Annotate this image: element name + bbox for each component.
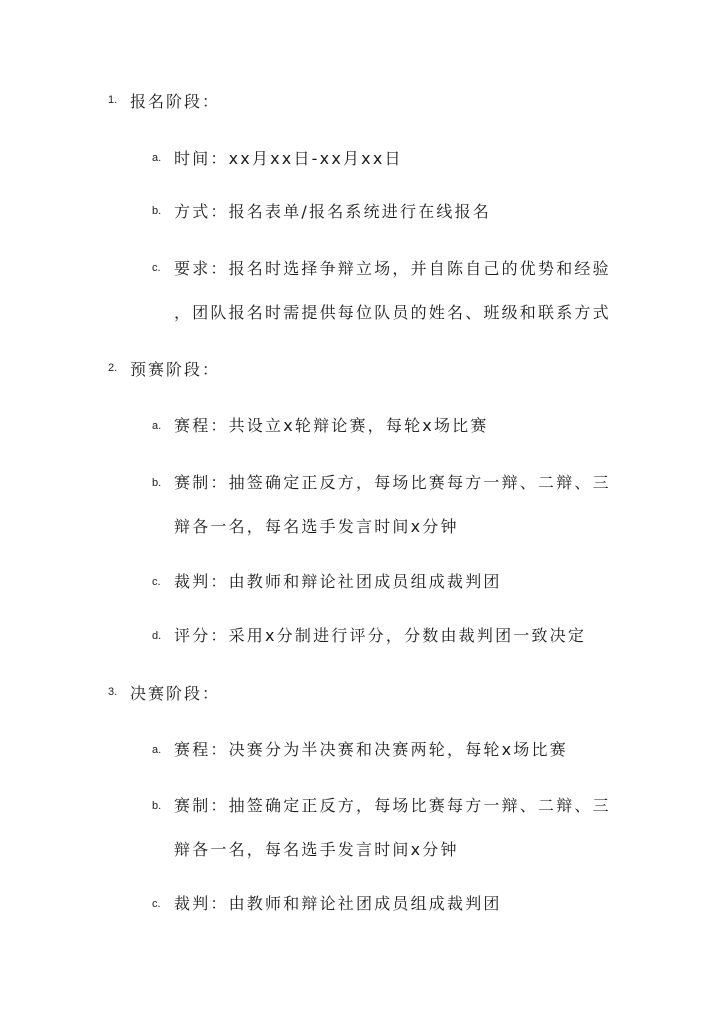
item-text: 方式：报名表单/报名系统进行在线报名 <box>174 202 491 221</box>
item-text-continued: 辩各一名，每名选手发言时间x分钟 <box>174 517 459 536</box>
item-marker: a. <box>152 420 162 432</box>
item-text-continued: ，团队报名时需提供每位队员的姓名、班级和联系方式 <box>174 303 611 322</box>
item-marker: a. <box>152 744 162 756</box>
item-text: 赛制：抽签确定正反方，每场比赛每方一辩、二辩、三 <box>174 796 611 815</box>
section-title: 报名阶段： <box>130 92 221 111</box>
item-marker: b. <box>152 205 162 217</box>
item-marker: c. <box>152 576 161 588</box>
section-title: 预赛阶段： <box>130 360 221 379</box>
item-marker: b. <box>152 800 162 812</box>
section-marker: 2. <box>108 362 118 374</box>
item-text: 要求：报名时选择争辩立场，并自陈自己的优势和经验 <box>174 259 611 278</box>
item-text: 评分：采用x分制进行评分，分数由裁判团一致决定 <box>174 626 587 645</box>
item-marker: d. <box>152 630 162 642</box>
section-marker: 3. <box>108 686 118 698</box>
section-title: 决赛阶段： <box>130 684 221 703</box>
section-marker: 1. <box>108 94 118 106</box>
item-text: 时间：xx月xx日-xx月xx日 <box>174 149 403 168</box>
item-text: 赛程：决赛分为半决赛和决赛两轮，每轮x场比赛 <box>174 740 568 759</box>
item-marker: a. <box>152 152 162 164</box>
item-marker: c. <box>152 898 161 910</box>
item-marker: c. <box>152 262 161 274</box>
item-text: 裁判：由教师和辩论社团成员组成裁判团 <box>174 894 502 913</box>
item-text: 赛制：抽签确定正反方，每场比赛每方一辩、二辩、三 <box>174 473 611 492</box>
item-text: 赛程：共设立x轮辩论赛，每轮x场比赛 <box>174 416 489 435</box>
item-text: 裁判：由教师和辩论社团成员组成裁判团 <box>174 572 502 591</box>
item-marker: b. <box>152 477 162 489</box>
item-text-continued: 辩各一名，每名选手发言时间x分钟 <box>174 840 459 859</box>
